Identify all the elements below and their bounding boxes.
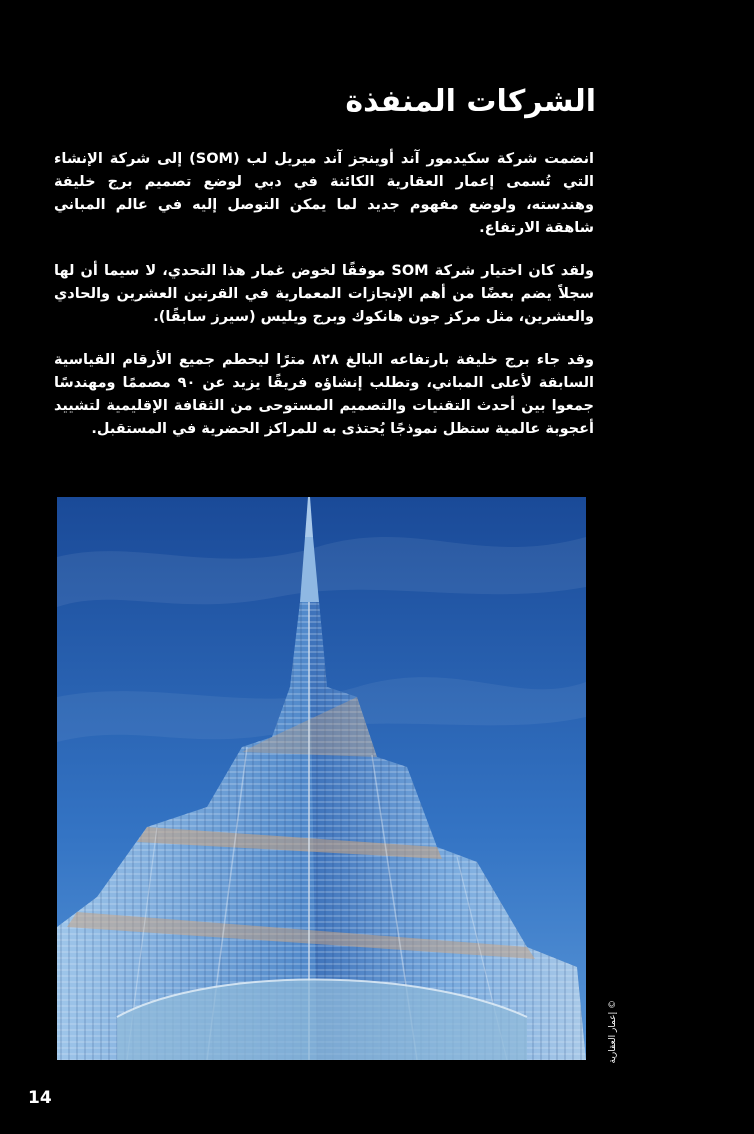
page-number: 14 [28,1088,52,1108]
page-heading: الشركات المنفذة [345,84,596,119]
paragraph-1: انضمت شركة سكيدمور آند أوينجز آند ميريل لب (SOM) إلى شركة الإنشاء التي تُسمى إعمار العقارية الكائنة في دبي لوضع تصميم برج خليفة وهندسته، ولوضع مفهوم جديد لما يمكن التوصل إليه في عالم المباني شاهقة الارتفاع. [54,151,595,236]
paragraph-2: ولقد كان اختيار شركة SOM موفقًا لخوض غمار هذا التحدي، لا سيما أن لها سجلاً يضم بعضًا من أهم الإنجازات المعمارية في القرنين العشرين والحادي والعشرين، مثل مركز جون هانكوك وبرج ويليس (سيرز سابقًا). [54,263,594,325]
photo-credit [594,1000,618,1064]
paragraph-3: وقد جاء برج خليفة بارتفاعه البالغ ٨٢٨ مترًا ليحطم جميع الأرقام القياسية السابقة لأعلى المباني، وتطلب إنشاؤه فريقًا يزيد عن ٩٠ مصممًا ومهندسًا جمعوا بين أحدث التقنيات والتصميم المستوحى من الثقافة الإقليمية لتشييد أعجوبة عالمية ستظل نموذجًا يُحتذى به للمراكز الحضرية في المستقبل. [54,352,595,437]
burj-khalifa-photo [57,497,586,1060]
photo-credit-text: © إعمار العقارية [608,1000,618,1064]
article-body [54,148,594,461]
